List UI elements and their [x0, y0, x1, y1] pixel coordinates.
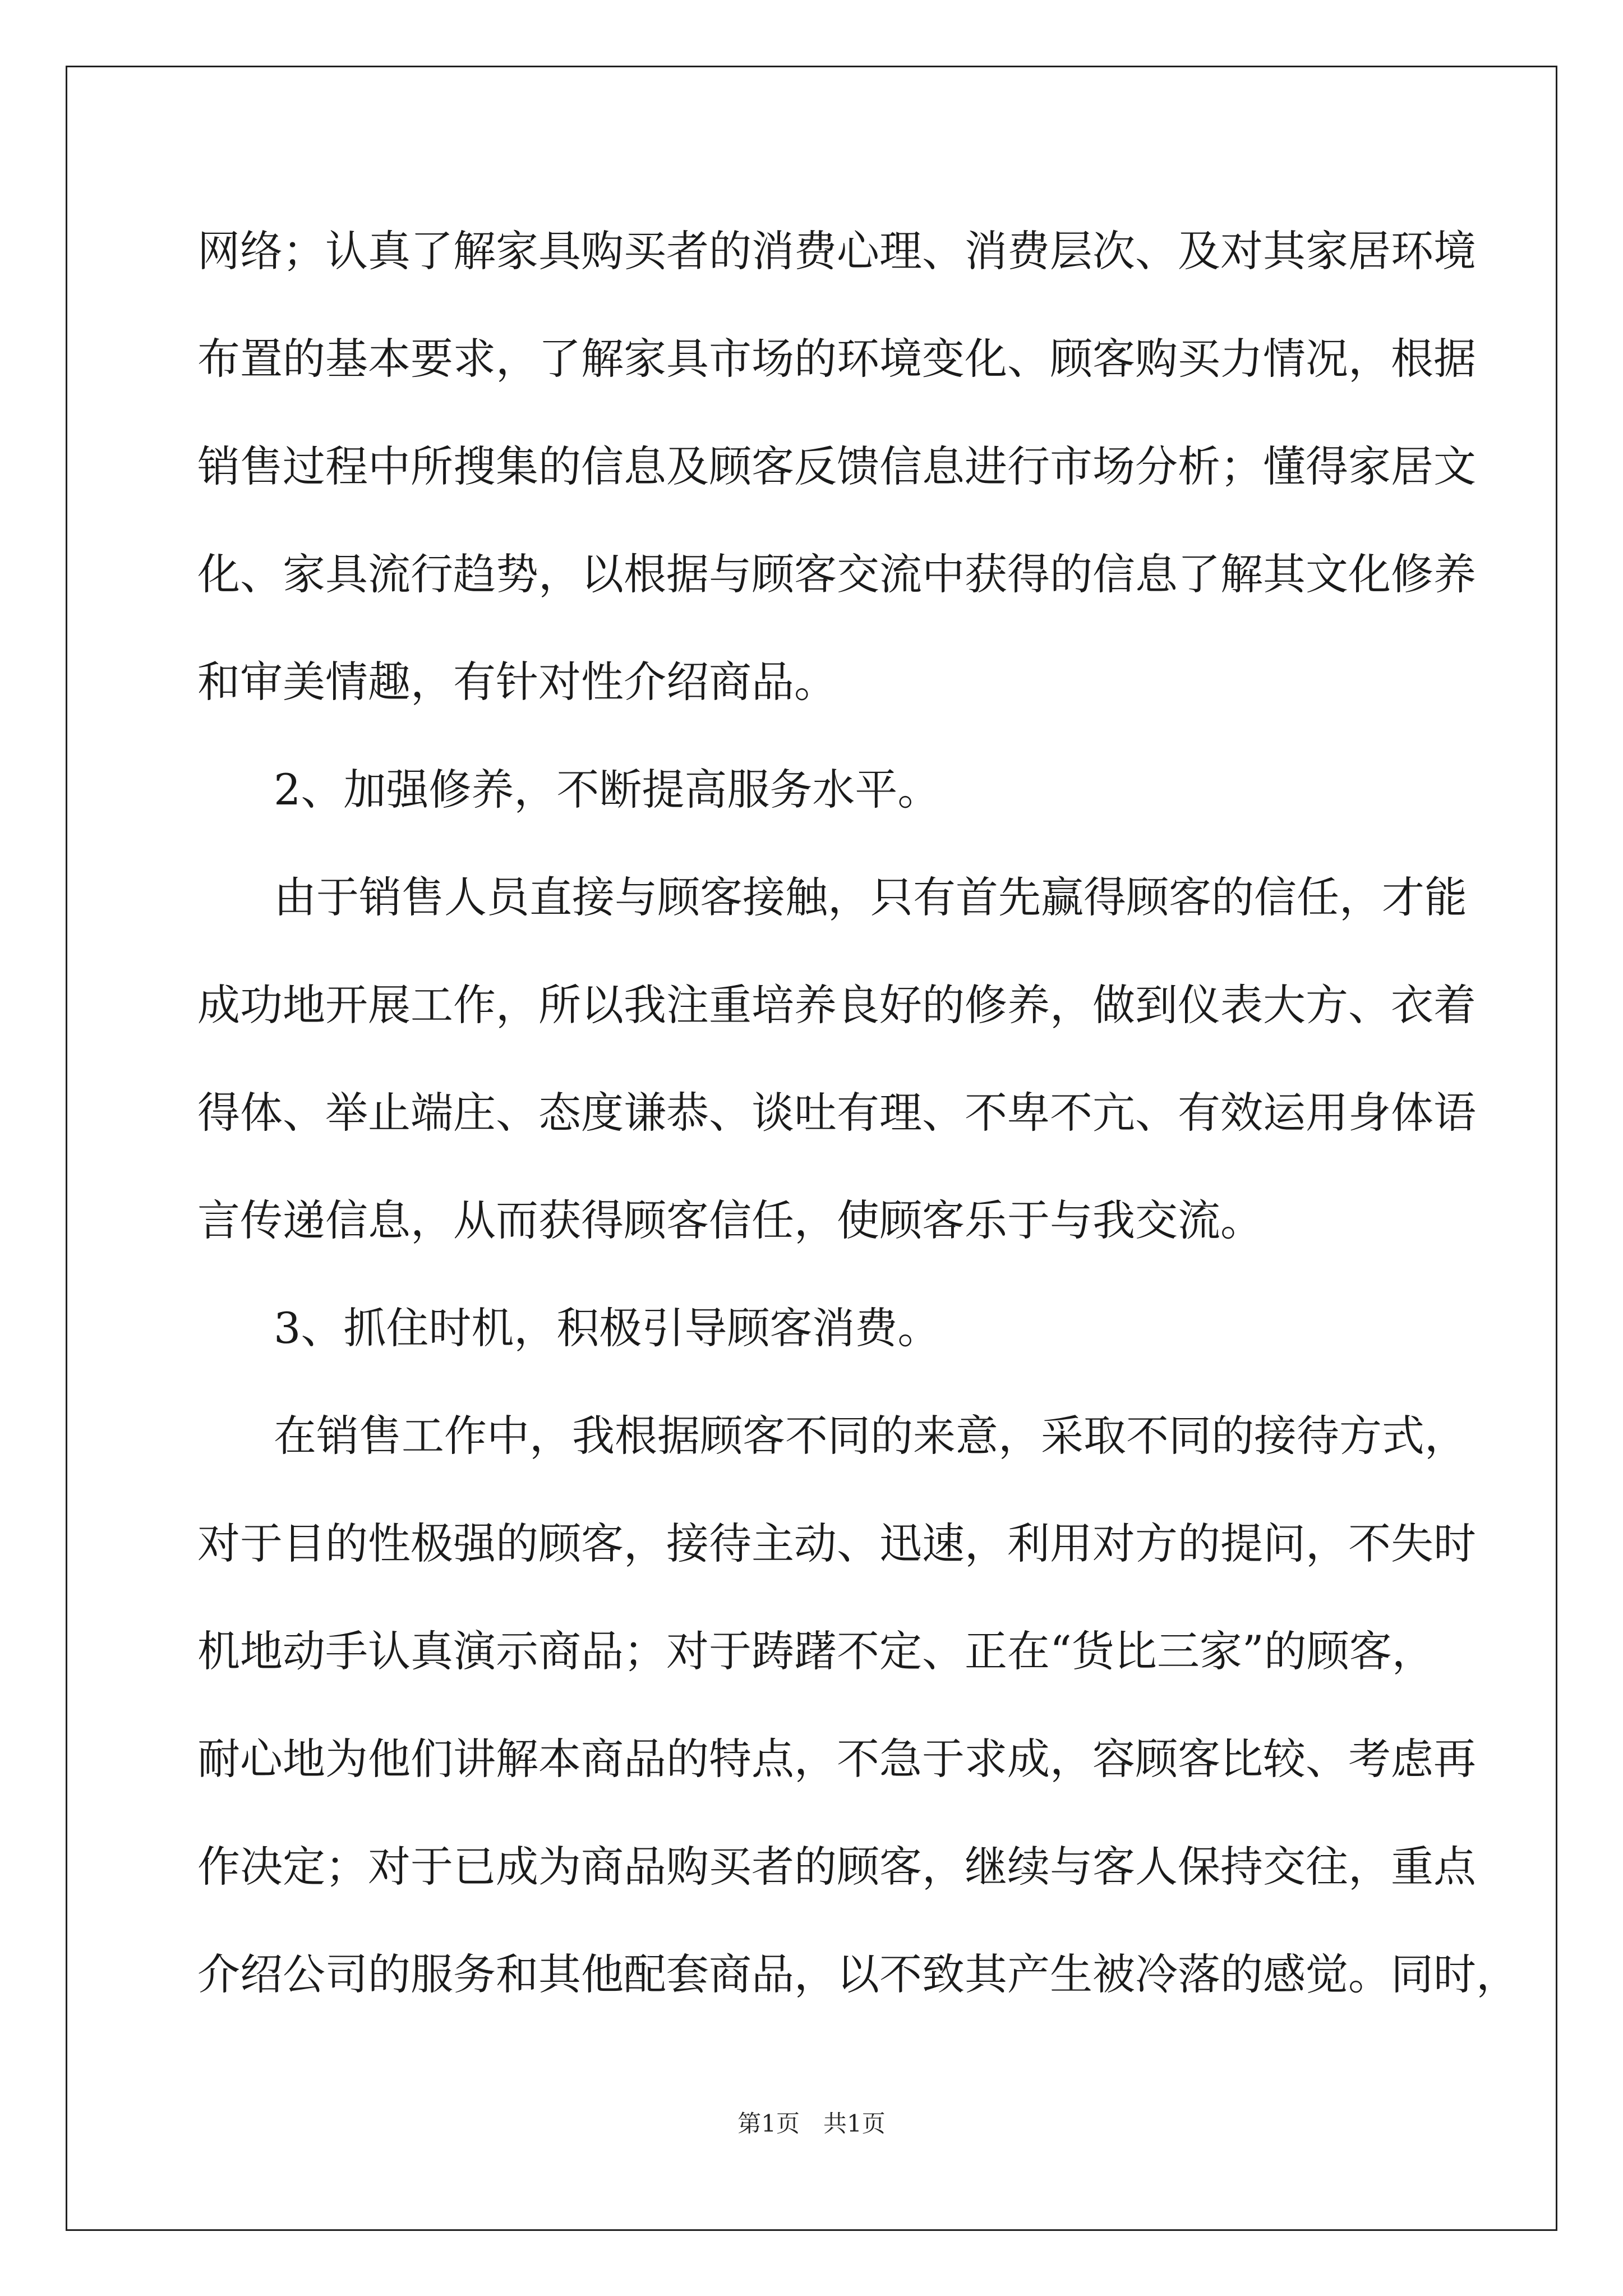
page-number-total: 共1页	[823, 2110, 886, 2137]
text-line: 由于销售人员直接与顾客接触，只有首先赢得顾客的信任，才能	[274, 872, 1467, 922]
text-line: 介绍公司的服务和其他配套商品，以不致其产生被冷落的感觉。同时，	[197, 1949, 1519, 1999]
text-line: 耐心地为他们讲解本商品的特点，不急于求成，容顾客比较、考虑再	[197, 1734, 1476, 1784]
text-line: 言传递信息，从而获得顾客信任，使顾客乐于与我交流。	[197, 1195, 1263, 1245]
text-line: 和审美情趣，有针对性介绍商品。	[197, 657, 837, 707]
text-line: 化、家具流行趋势，以根据与顾客交流中获得的信息了解其文化修养	[197, 549, 1476, 599]
text-line: 销售过程中所搜集的信息及顾客反馈信息进行市场分析；懂得家居文	[197, 441, 1476, 491]
text-line: 得体、举止端庄、态度谦恭、谈吐有理、不卑不亢、有效运用身体语	[197, 1088, 1476, 1138]
section-heading: 3、抓住时机，积极引导顾客消费。	[274, 1303, 940, 1353]
text-line: 成功地开展工作，所以我注重培养良好的修养，做到仪表大方、衣着	[197, 980, 1476, 1030]
page-border	[66, 66, 1557, 2231]
text-line: 对于目的性极强的顾客，接待主动、迅速，利用对方的提问，不失时	[197, 1519, 1476, 1568]
text-line: 作决定；对于已成为商品购买者的顾客，继续与客人保持交往，重点	[197, 1842, 1476, 1892]
text-line: 在销售工作中，我根据顾客不同的来意，采取不同的接待方式，	[274, 1411, 1467, 1461]
text-line: 网络；认真了解家具购买者的消费心理、消费层次、及对其家居环境	[197, 226, 1476, 276]
page-footer	[0, 2107, 1623, 2141]
section-heading: 2、加强修养，不断提高服务水平。	[274, 765, 940, 815]
page-number-current: 第1页	[737, 2110, 800, 2137]
text-line: 布置的基本要求，了解家具市场的环境变化、顾客购买力情况，根据	[197, 334, 1476, 384]
text-line: 机地动手认真演示商品；对于踌躇不定、正在“货比三家”的顾客，	[197, 1626, 1435, 1676]
